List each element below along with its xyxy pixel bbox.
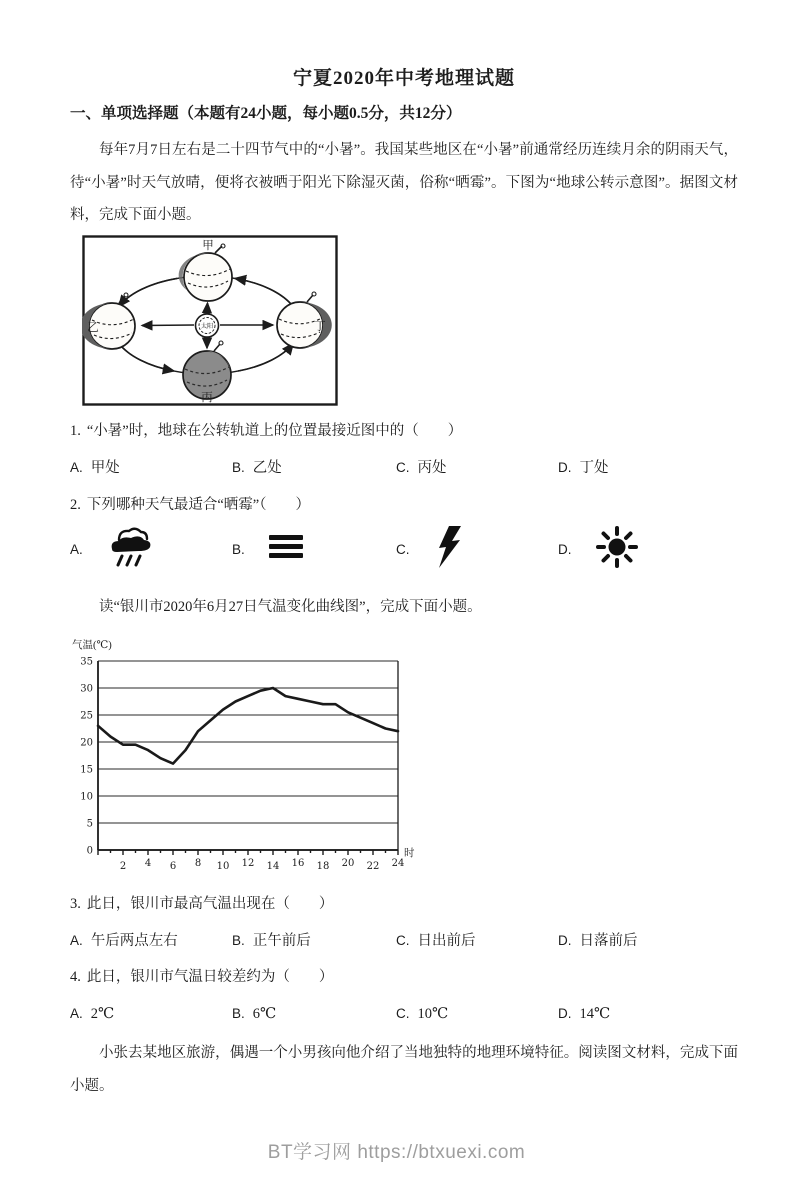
question-1 <box>70 421 738 442</box>
svg-text:20: 20 <box>341 858 355 869</box>
sun-label: 太阳 <box>200 322 214 330</box>
q4-option-a <box>70 1004 232 1024</box>
sun-symbol <box>196 314 219 337</box>
question-1-number: 1. <box>70 422 81 439</box>
question-3-number: 3. <box>70 896 81 912</box>
q3-option-b-text: 正午前后 <box>252 933 311 949</box>
svg-text:22: 22 <box>366 861 380 872</box>
q1-option-d <box>558 458 738 478</box>
q4-option-d <box>558 1004 738 1024</box>
question-4-options <box>70 1004 738 1024</box>
q3-option-b-label: B. <box>232 933 245 948</box>
svg-text:5: 5 <box>86 818 93 830</box>
q3-option-d <box>558 931 738 951</box>
q1-option-c-label: C. <box>396 459 410 475</box>
svg-text:10: 10 <box>80 791 93 803</box>
q4-option-c <box>396 1004 558 1024</box>
lightning-icon <box>432 525 464 575</box>
svg-text:2: 2 <box>119 861 127 872</box>
q4-option-a-label: A. <box>70 1006 83 1021</box>
temperature-chart-figure <box>70 636 738 883</box>
closing-paragraph: 小张去某地区旅游，偶遇一个小男孩向他介绍了当地独特的地理环境特征。阅读图文材料，完成下面小题。 <box>70 1045 738 1094</box>
earth-revolution-diagram <box>82 235 338 406</box>
svg-text:14: 14 <box>266 861 280 872</box>
question-4-number: 4. <box>70 969 81 985</box>
svg-text:18: 18 <box>316 861 330 872</box>
q4-option-d-label: D. <box>558 1006 572 1021</box>
svg-text:6: 6 <box>169 861 177 872</box>
intro-paragraph: 每年7月7日左右是二十四节气中的“小暑”。我国某些地区在“小暑”前通常经历连续月余的阴雨天气，待“小暑”时天气放晴，便将衣被晒于阳光下除湿灭菌，俗称“晒霉”。下图为“地球公转示意图”。据图文材料，完成下面小题。 <box>70 142 738 223</box>
q2-option-a-label: A. <box>70 541 83 557</box>
q4-option-c-label: C. <box>396 1006 410 1021</box>
exam-page <box>0 66 793 1103</box>
question-2-number: 2. <box>70 496 81 513</box>
q1-option-d-label: D. <box>558 459 572 475</box>
svg-text:15: 15 <box>80 764 93 776</box>
svg-text:30: 30 <box>80 683 93 695</box>
q2-option-a <box>70 525 232 575</box>
svg-text:25: 25 <box>80 710 93 722</box>
label-yi: 乙 <box>87 321 99 334</box>
q2-option-b-label: B. <box>232 541 245 557</box>
svg-text:24: 24 <box>391 858 405 869</box>
section-heading: 一、单项选择题（本题有24小题，每小题0.5分，共12分） <box>70 105 462 122</box>
q1-option-b <box>232 458 396 478</box>
question-3-text: 此日，银川市最高气温出现在（ ） <box>86 896 334 912</box>
question-1-options <box>70 458 738 478</box>
q4-option-c-text: 10℃ <box>417 1006 449 1022</box>
q3-option-a <box>70 931 232 951</box>
question-3 <box>70 894 738 915</box>
rain-icon <box>105 525 155 575</box>
q4-option-a-text: 2℃ <box>90 1006 115 1022</box>
q1-option-a-text: 甲处 <box>90 459 120 476</box>
q2-option-c-label: C. <box>396 541 410 557</box>
q1-option-d-text: 丁处 <box>579 459 609 476</box>
temperature-line-chart <box>70 636 415 878</box>
label-ding: 丁 <box>314 320 326 333</box>
question-4-text: 此日，银川市气温日较差约为（ ） <box>86 969 334 985</box>
svg-text:4: 4 <box>144 858 152 869</box>
svg-text:35: 35 <box>80 656 93 668</box>
q3-option-b <box>232 931 396 951</box>
question-2-text: 下列哪种天气最适合“晒霉”（ ） <box>86 496 310 513</box>
label-jia: 甲 <box>202 239 214 252</box>
q2-option-b <box>232 525 396 575</box>
q1-option-c-text: 丙处 <box>417 459 447 476</box>
q3-option-a-text: 午后两点左右 <box>90 933 178 949</box>
sunny-icon <box>594 525 640 575</box>
label-bing: 丙 <box>201 391 213 404</box>
svg-text:20: 20 <box>80 737 93 749</box>
q3-option-c-label: C. <box>396 933 410 948</box>
q1-option-b-text: 乙处 <box>252 459 282 476</box>
q2-option-c <box>396 525 558 575</box>
svg-text:12: 12 <box>241 858 255 869</box>
page-title: 宁夏2020年中考地理试题 <box>292 68 515 89</box>
fog-icon <box>267 532 307 568</box>
q4-option-b-label: B. <box>232 1006 245 1021</box>
question-2-options <box>70 525 738 575</box>
q3-option-d-label: D. <box>558 933 572 948</box>
svg-text:时: 时 <box>404 848 415 859</box>
svg-text:0: 0 <box>86 845 93 857</box>
q2-option-d <box>558 525 738 575</box>
svg-text:16: 16 <box>291 858 305 869</box>
q2-option-d-label: D. <box>558 541 572 557</box>
q1-option-c <box>396 458 558 478</box>
question-1-text: “小暑”时，地球在公转轨道上的位置最接近图中的（ ） <box>86 422 463 439</box>
q4-option-b <box>232 1004 396 1024</box>
q3-option-c <box>396 931 558 951</box>
svg-text:8: 8 <box>194 858 202 869</box>
question-2 <box>70 495 738 516</box>
svg-text:10: 10 <box>216 861 230 872</box>
q1-option-a <box>70 458 232 478</box>
reading-instruction: 读“银川市2020年6月27日气温变化曲线图”，完成下面小题。 <box>99 598 482 615</box>
svg-text:气温(℃): 气温(℃) <box>72 640 112 651</box>
q3-option-a-label: A. <box>70 933 83 948</box>
q3-option-c-text: 日出前后 <box>417 933 476 949</box>
q4-option-b-text: 6℃ <box>252 1006 277 1022</box>
q3-option-d-text: 日落前后 <box>579 933 638 949</box>
q1-option-a-label: A. <box>70 459 83 475</box>
question-3-options <box>70 931 738 951</box>
q1-option-b-label: B. <box>232 459 245 475</box>
question-4 <box>70 967 738 988</box>
watermark-footer: BT学习网 https://btxuexi.com <box>267 1142 526 1163</box>
q4-option-d-text: 14℃ <box>579 1006 611 1022</box>
